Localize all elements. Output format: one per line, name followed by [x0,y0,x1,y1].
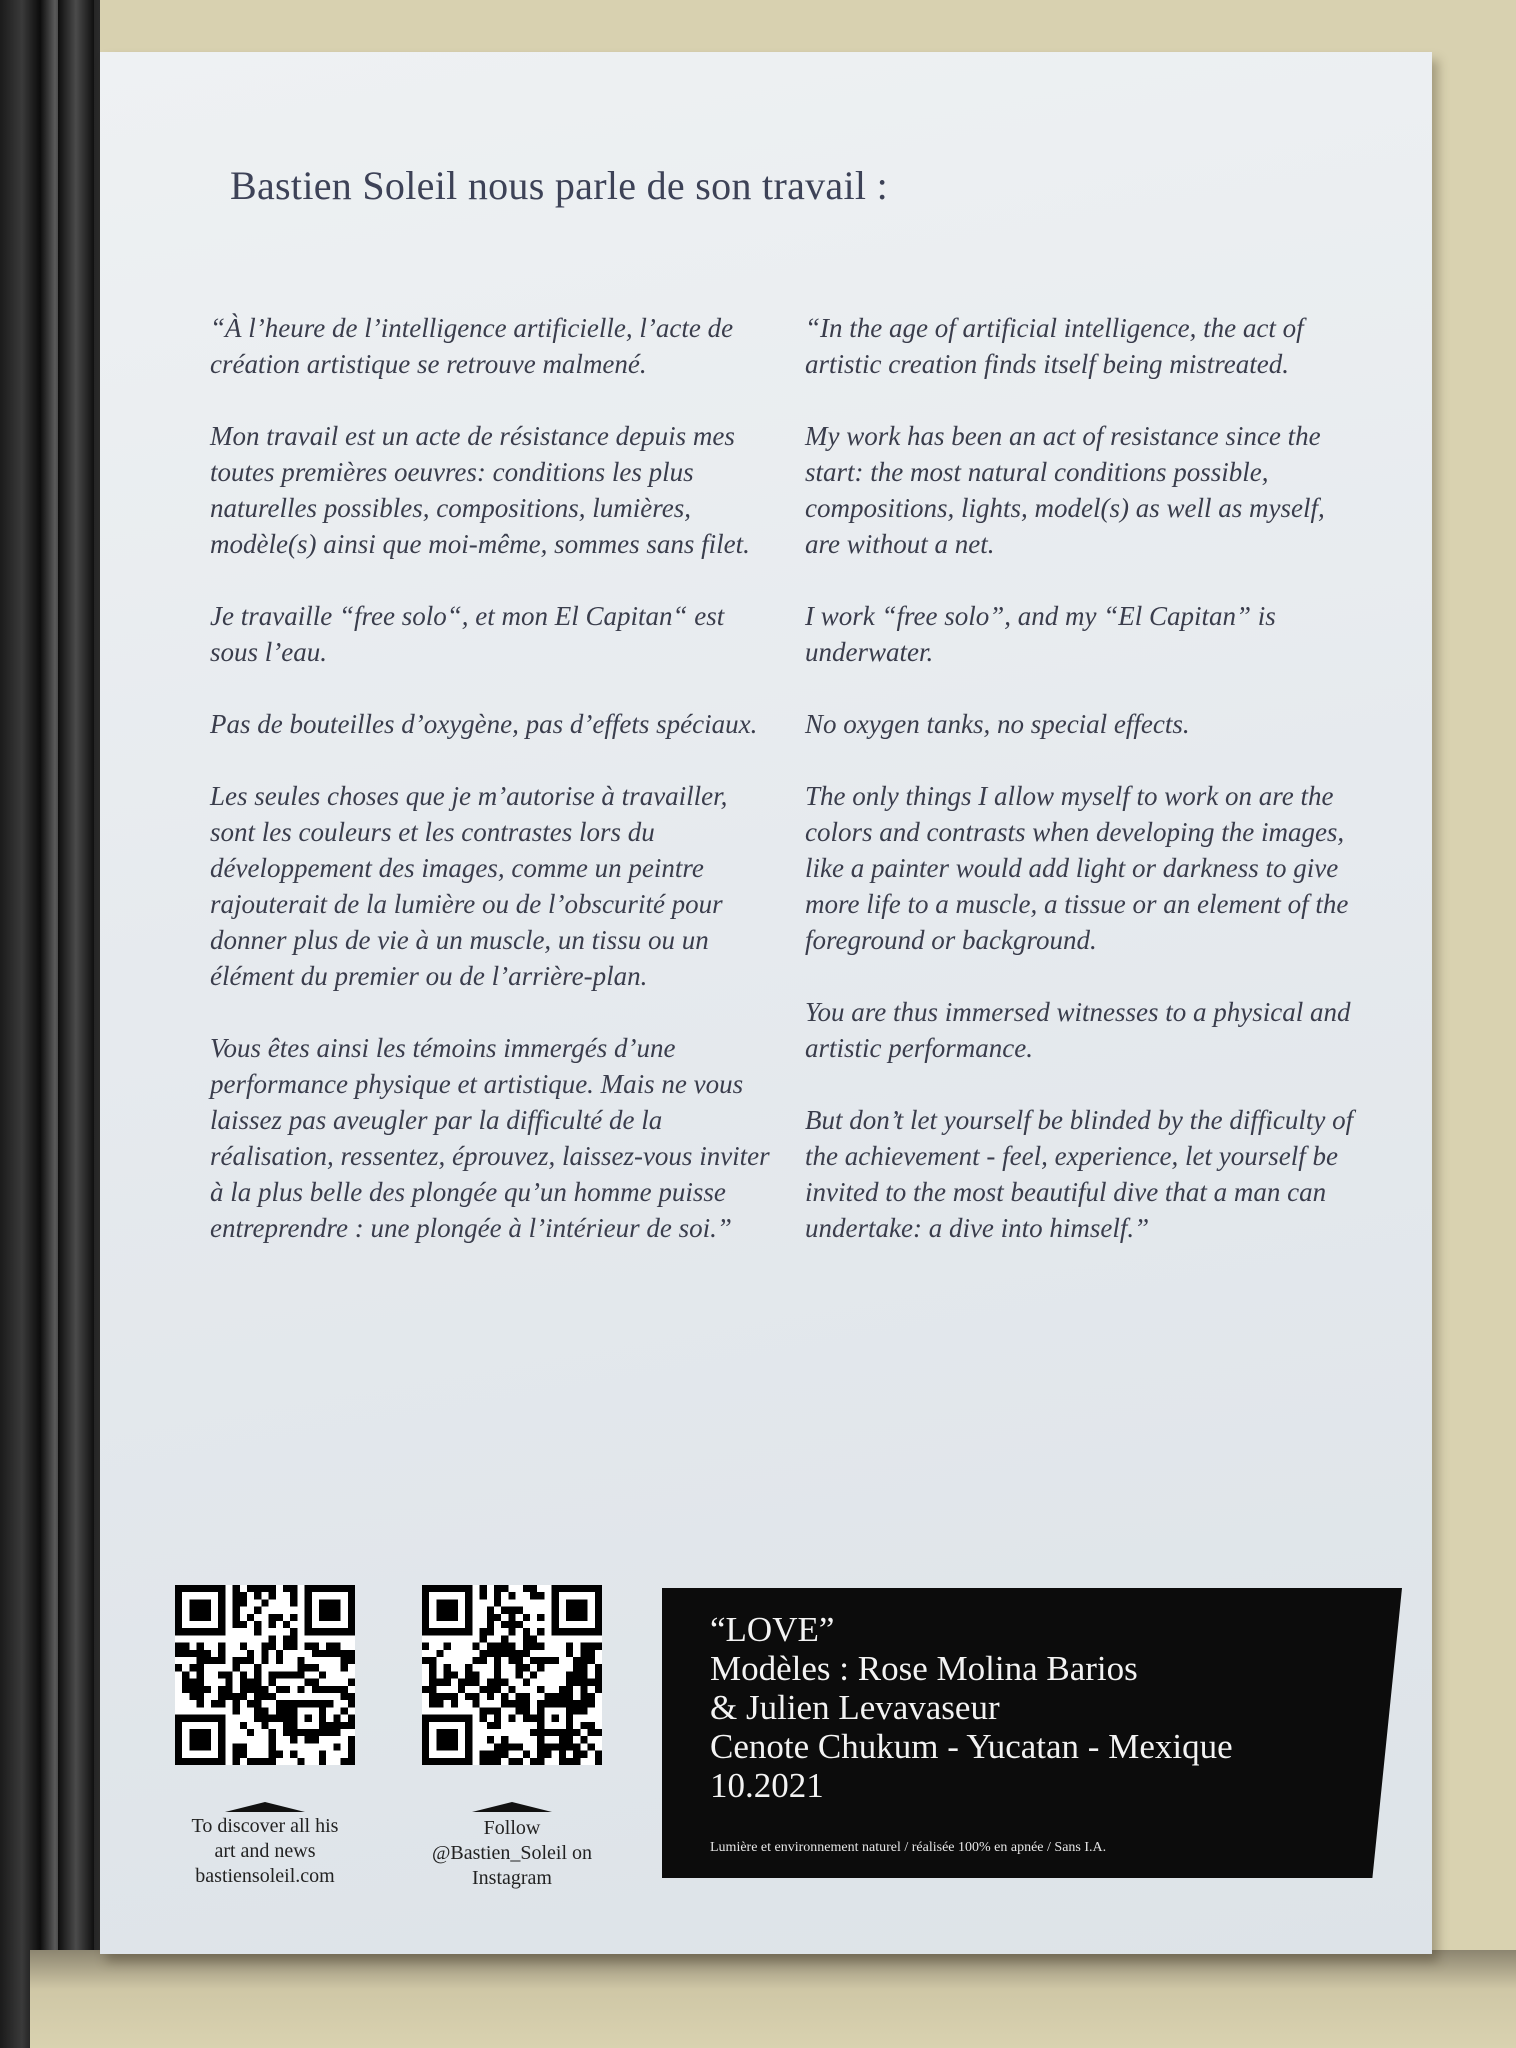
english-text-column [805,310,1365,1282]
english-paragraph: “In the age of artificial intelligence, the act of artistic creation finds itself being mistreated. [805,313,1304,379]
caption-line: To discover all his [191,1815,339,1837]
ledge-shadow [30,1950,1516,2048]
english-paragraph: You are thus immersed witnesses to a physical and artistic performance. [805,997,1351,1063]
caption-line: Follow [483,1817,541,1839]
website-url: bastiensoleil.com [195,1865,335,1887]
french-paragraph: Mon travail est un acte de résistance depuis mes toutes premières oeuvres: conditions les plus naturelles possibles, compositions, lumières, modèle(s) ainsi que moi-même, sommes sans filet. [210,421,750,559]
artwork-label-text [710,1610,1233,1805]
english-paragraph: The only things I allow myself to work on are the colors and contrasts when developing the images, like a painter would add light or darkness to give more life to a muscle, a tissue or an element of the foreground or background. [805,781,1349,955]
frame-highlight [58,0,94,1960]
artwork-title: “LOVE” [710,1610,835,1649]
website-qr-caption [145,1814,385,1889]
caption-line: Instagram [472,1867,552,1889]
french-paragraph: Je travaille “free solo“, et mon El Capitan“ est sous l’eau. [210,601,725,667]
english-paragraph: No oxygen tanks, no special effects. [805,709,1190,739]
french-paragraph: “À l’heure de l’intelligence artificielle, l’acte de création artistique se retrouve malmené. [210,313,734,379]
french-paragraph: Vous êtes ainsi les témoins immergés d’une performance physique et artistique. Mais ne vous laissez pas aveugler par la difficulté de la réalisation, ressentez, éprouvez, laissez-vous inviter à la plus belle des plongée qu’un homme puisse entreprendre : une plongée à l’intérieur de soi.” [210,1033,770,1243]
english-paragraph: I work “free solo”, and my “El Capitan” is underwater. [805,601,1276,667]
panel-heading: Bastien Soleil nous parle de son travail : [230,163,889,208]
english-paragraph: My work has been an act of resistance since the start: the most natural conditions possible, compositions, lights, model(s) as well as myself, are without a net. [805,421,1325,559]
french-paragraph: Pas de bouteilles d’oxygène, pas d’effets spéciaux. [210,709,758,739]
artwork-models-second: & Julien Levavaseur [710,1688,1000,1727]
french-paragraph: Les seules choses que je m’autorise à travailler, sont les couleurs et les contrastes lors du développement des images, comme un peintre rajouterait de la lumière ou de l’obscurité pour donner plus de vie à un muscle, un tissu ou un élément du premier ou de l’arrière-plan. [210,781,728,991]
up-arrow-icon [472,1802,552,1812]
instagram-handle: @Bastien_Soleil on [431,1842,593,1864]
exhibition-text-panel [100,52,1432,1954]
instagram-qr-caption [392,1816,632,1891]
artwork-models: Modèles : Rose Molina Barios [710,1649,1138,1688]
french-text-column [210,310,770,1282]
up-arrow-icon [225,1802,305,1812]
wall-background [90,0,1516,60]
artwork-footnote: Lumière et environnement naturel / réalisée 100% en apnée / Sans I.A. [710,1840,1107,1855]
artwork-location: Cenote Chukum - Yucatan - Mexique [710,1727,1233,1766]
website-qr-code[interactable] [175,1585,355,1765]
english-paragraph: But don’t let yourself be blinded by the difficulty of the achievement - feel, experience, let yourself be invited to the most beautiful dive that a man can undertake: a dive into himself.” [805,1105,1354,1243]
instagram-qr-code[interactable] [422,1585,602,1765]
caption-line: art and news [214,1840,316,1862]
artwork-date: 10.2021 [710,1766,824,1805]
